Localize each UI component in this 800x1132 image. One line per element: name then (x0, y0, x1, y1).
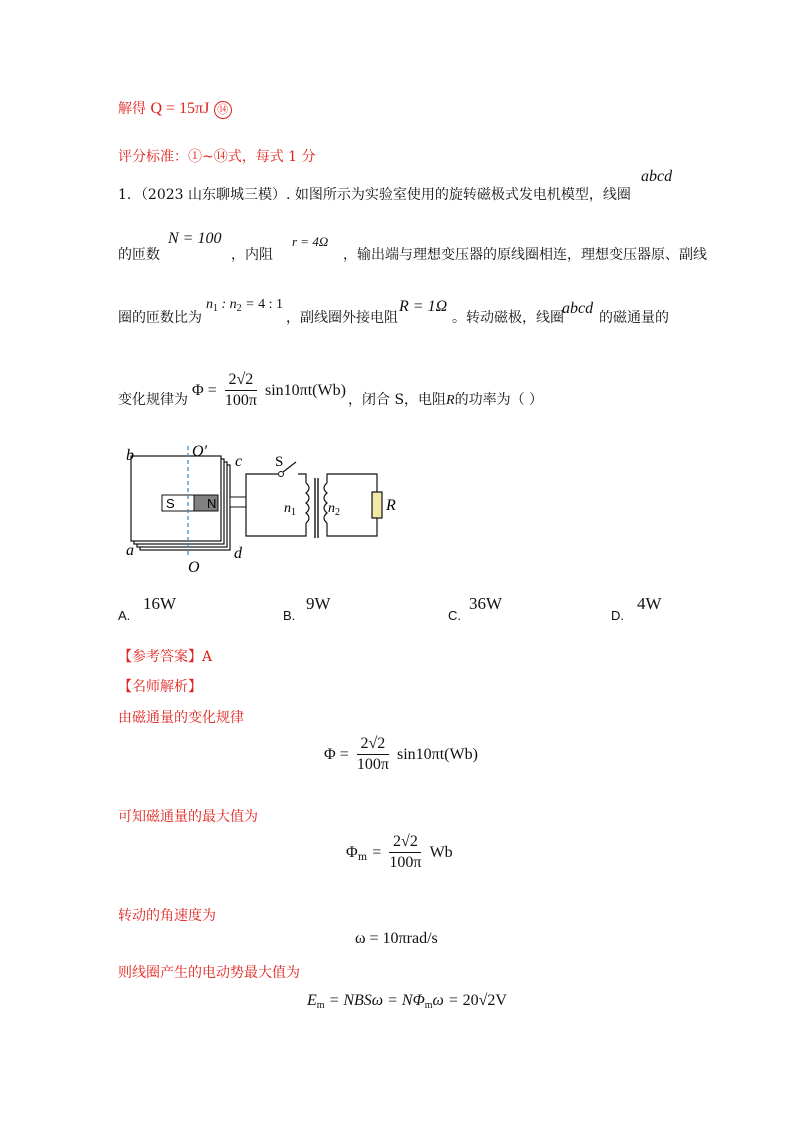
n1-label: $n_1$ (284, 501, 296, 518)
step-2-text: 可知磁通量的最大值为 (118, 809, 258, 825)
label-d: d (234, 545, 242, 562)
option-a-letter: A. (118, 608, 131, 623)
ratio-formula: $n_1$ : $n_2 = 4$ : 1 (206, 297, 284, 314)
flux-formula (192, 370, 346, 411)
secondary-coil (324, 483, 327, 523)
option-b-letter: B. (283, 608, 296, 623)
question-line-3a: 圈的匝数比为 (118, 310, 202, 326)
question-text: . 如图所示为实验室使用的旋转磁极式发电机模型，线圈 (286, 187, 631, 203)
question-line-3d: 的磁通量的 (599, 310, 669, 326)
eq2-sub: m (357, 852, 368, 863)
wire-top-right (298, 474, 306, 483)
text-close-switch: ，闭合 S，电阻 (348, 392, 447, 408)
eq2-rhs: Wb (429, 844, 453, 861)
question-line-2a: 的匝数 (118, 247, 160, 263)
step-1-text: 由磁通量的变化规律 (118, 710, 244, 726)
eq1-rhs: sin10πt(Wb) (396, 746, 478, 763)
option-c-value: 36W (469, 594, 503, 613)
step-3-text: 转动的角速度为 (118, 908, 216, 924)
flux-numerator: 2√2 (225, 370, 257, 391)
label-a: a (126, 542, 134, 559)
magnet-n-label: N (207, 496, 217, 511)
r-label: R (386, 497, 396, 514)
analysis-title: 【名师解析】 (118, 679, 202, 695)
shaft (230, 497, 246, 507)
generator-circuit-diagram (118, 438, 408, 578)
question-line-4b (348, 389, 543, 409)
text-power: 的功率为（ ） (454, 392, 544, 408)
flux-denominator: 100π (224, 392, 257, 409)
equation-1 (324, 734, 478, 775)
coil-label: abcd (641, 168, 673, 185)
wire-top-left (246, 474, 278, 502)
magnet-s-label: S (166, 496, 175, 511)
label-b: b (126, 447, 134, 464)
option-d-value: 4W (637, 594, 662, 613)
resistance-formula: r = 4Ω (292, 234, 329, 249)
option-d-letter: D. (611, 608, 624, 623)
eq2-denominator: 100π (389, 854, 422, 871)
label-c: c (235, 453, 243, 470)
scoring-criteria: 评分标准：①~⑭式，每式 1 分 (118, 149, 316, 165)
wire-secondary-bottom (327, 518, 377, 536)
option-c-letter: C. (448, 608, 461, 623)
resistor-symbol: R (446, 393, 455, 408)
label-o: O (188, 559, 200, 576)
primary-coil (306, 483, 309, 523)
question-line-3b: ，副线圈外接电阻 (286, 310, 398, 326)
flux-lhs: Φ = (192, 382, 217, 399)
question-number: 1． (118, 187, 141, 203)
resistor (372, 492, 382, 518)
switch-lever (283, 462, 296, 472)
eq2-lhs: Φ (346, 844, 358, 861)
solution-line (118, 98, 232, 119)
coil-label-2: abcd (562, 300, 594, 317)
wire-secondary-top (327, 474, 377, 492)
load-formula: R = 1Ω (399, 298, 448, 315)
wire-bottom-left (246, 502, 306, 536)
turns-formula: N = 100 (168, 230, 222, 247)
question-line-4a: 变化规律为 (118, 392, 188, 408)
solution-prefix: 解得 (118, 101, 146, 117)
switch-contact (279, 472, 284, 477)
reference-answer: 【参考答案】A (118, 649, 213, 665)
eq2-equals: = (372, 844, 382, 861)
question-line-1 (118, 184, 631, 204)
eq1-numerator: 2√2 (357, 734, 389, 755)
n2-label: $n_2$ (328, 501, 340, 518)
switch-label: S (275, 454, 284, 470)
label-o-prime: O′ (192, 443, 208, 460)
equation-marker: ⑭ (214, 101, 232, 119)
eq1-lhs: Φ = (324, 746, 349, 763)
option-b-value: 9W (306, 594, 331, 613)
step-4-text: 则线圈产生的电动势最大值为 (118, 965, 300, 981)
equation-2 (346, 832, 453, 873)
eq2-numerator: 2√2 (389, 832, 421, 853)
equation-4: $E_m = NBS\omega = N\Phi_m\omega = 20√2V$ (307, 992, 507, 1011)
eq1-denominator: 100π (356, 756, 389, 773)
question-line-2b: ，内阻 (231, 247, 273, 263)
question-line-2c: ，输出端与理想变压器的原线圈相连，理想变压器原、副线 (343, 247, 707, 263)
solution-formula: Q = 15πJ (150, 100, 210, 117)
question-source: （2023 山东聊城三模） (140, 187, 287, 203)
flux-rhs: sin10πt(Wb) (264, 382, 346, 399)
equation-3: ω = 10πrad/s (355, 930, 438, 947)
question-line-3c: 。转动磁极，线圈 (452, 310, 564, 326)
option-a-value: 16W (143, 594, 177, 613)
